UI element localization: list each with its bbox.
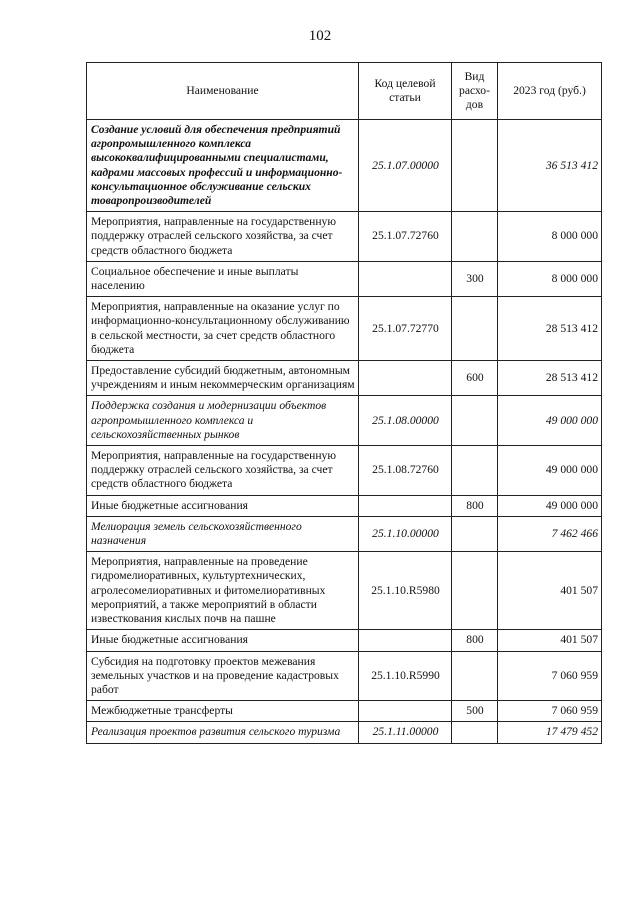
row-kind-cell: 300 <box>452 261 498 296</box>
table-row <box>87 446 602 496</box>
row-amount-cell: 28 513 412 <box>498 361 602 396</box>
table-body <box>87 120 602 744</box>
row-name-cell: Иные бюджетные ассигнования <box>87 630 359 651</box>
header-amount: 2023 год (руб.) <box>498 63 602 120</box>
row-name-cell: Реализация проектов развития сельского туризма <box>87 722 359 743</box>
row-name-cell: Мероприятия, направленные на государственную поддержку отраслей сельского хозяйства, за счет средств областного бюджета <box>87 446 359 496</box>
row-code-cell <box>359 495 452 516</box>
row-kind-cell <box>452 212 498 262</box>
row-amount-cell: 8 000 000 <box>498 212 602 262</box>
row-kind-cell <box>452 651 498 701</box>
row-amount-cell: 7 060 959 <box>498 651 602 701</box>
row-code-cell: 25.1.10.R5980 <box>359 552 452 630</box>
row-amount-cell: 401 507 <box>498 630 602 651</box>
row-code-cell: 25.1.11.00000 <box>359 722 452 743</box>
row-amount-cell: 8 000 000 <box>498 261 602 296</box>
row-kind-cell: 500 <box>452 701 498 722</box>
row-kind-cell <box>452 297 498 361</box>
row-kind-cell <box>452 722 498 743</box>
row-name-cell: Мероприятия, направленные на проведение гидромелиоративных, культуртехнических, агролесомелиоративных и фитомелиоративных мероприятий, а также мероприятий в области известкования кислых почв на пашне <box>87 552 359 630</box>
row-kind-cell <box>452 446 498 496</box>
row-kind-cell <box>452 552 498 630</box>
row-code-cell <box>359 361 452 396</box>
row-name-cell: Межбюджетные трансферты <box>87 701 359 722</box>
row-amount-cell: 49 000 000 <box>498 396 602 446</box>
row-name-cell: Мероприятия, направленные на оказание услуг по информационно-консультационному обслуживанию в сельской местности, за счет средств областного бюджета <box>87 297 359 361</box>
row-code-cell <box>359 261 452 296</box>
table-row <box>87 212 602 262</box>
row-kind-cell: 800 <box>452 495 498 516</box>
row-name-cell: Иные бюджетные ассигнования <box>87 495 359 516</box>
table-row <box>87 722 602 743</box>
row-code-cell <box>359 701 452 722</box>
row-code-cell <box>359 630 452 651</box>
header-name: Наименование <box>87 63 359 120</box>
table-row <box>87 361 602 396</box>
row-kind-cell <box>452 516 498 551</box>
table-row <box>87 630 602 651</box>
header-code: Код целевой статьи <box>359 63 452 120</box>
row-code-cell: 25.1.07.72760 <box>359 212 452 262</box>
table-row <box>87 552 602 630</box>
row-amount-cell: 49 000 000 <box>498 495 602 516</box>
table-header-row <box>87 63 602 120</box>
row-kind-cell <box>452 120 498 212</box>
budget-table <box>86 62 602 744</box>
row-amount-cell: 49 000 000 <box>498 446 602 496</box>
row-name-cell: Создание условий для обеспечения предприятий агропромышленного комплекса высококвалифицированными специалистами, кадрами массовых профессий и информационно-консультационное обслуживание сельских товаропроизводителей <box>87 120 359 212</box>
table-row <box>87 516 602 551</box>
row-name-cell: Субсидия на подготовку проектов межевания земельных участков и на проведение кадастровых работ <box>87 651 359 701</box>
row-code-cell: 25.1.08.72760 <box>359 446 452 496</box>
table-row <box>87 651 602 701</box>
row-code-cell: 25.1.10.R5990 <box>359 651 452 701</box>
header-kind: Вид расхо-дов <box>452 63 498 120</box>
row-name-cell: Мероприятия, направленные на государственную поддержку отраслей сельского хозяйства, за счет средств областного бюджета <box>87 212 359 262</box>
row-amount-cell: 36 513 412 <box>498 120 602 212</box>
row-kind-cell <box>452 396 498 446</box>
row-name-cell: Мелиорация земель сельскохозяйственного назначения <box>87 516 359 551</box>
row-amount-cell: 401 507 <box>498 552 602 630</box>
row-code-cell: 25.1.07.00000 <box>359 120 452 212</box>
table-row <box>87 701 602 722</box>
row-name-cell: Поддержка создания и модернизации объектов агропромышленного комплекса и сельскохозяйственных рынков <box>87 396 359 446</box>
row-name-cell: Социальное обеспечение и иные выплаты населению <box>87 261 359 296</box>
row-kind-cell: 600 <box>452 361 498 396</box>
table-row <box>87 495 602 516</box>
table-row <box>87 120 602 212</box>
row-amount-cell: 17 479 452 <box>498 722 602 743</box>
row-amount-cell: 7 462 466 <box>498 516 602 551</box>
row-kind-cell: 800 <box>452 630 498 651</box>
row-amount-cell: 7 060 959 <box>498 701 602 722</box>
row-code-cell: 25.1.08.00000 <box>359 396 452 446</box>
table-row <box>87 297 602 361</box>
row-code-cell: 25.1.10.00000 <box>359 516 452 551</box>
page-number: 102 <box>308 28 332 44</box>
table-row <box>87 261 602 296</box>
row-amount-cell: 28 513 412 <box>498 297 602 361</box>
row-name-cell: Предоставление субсидий бюджетным, автономным учреждениям и иным некоммерческим организациям <box>87 361 359 396</box>
row-code-cell: 25.1.07.72770 <box>359 297 452 361</box>
table-row <box>87 396 602 446</box>
